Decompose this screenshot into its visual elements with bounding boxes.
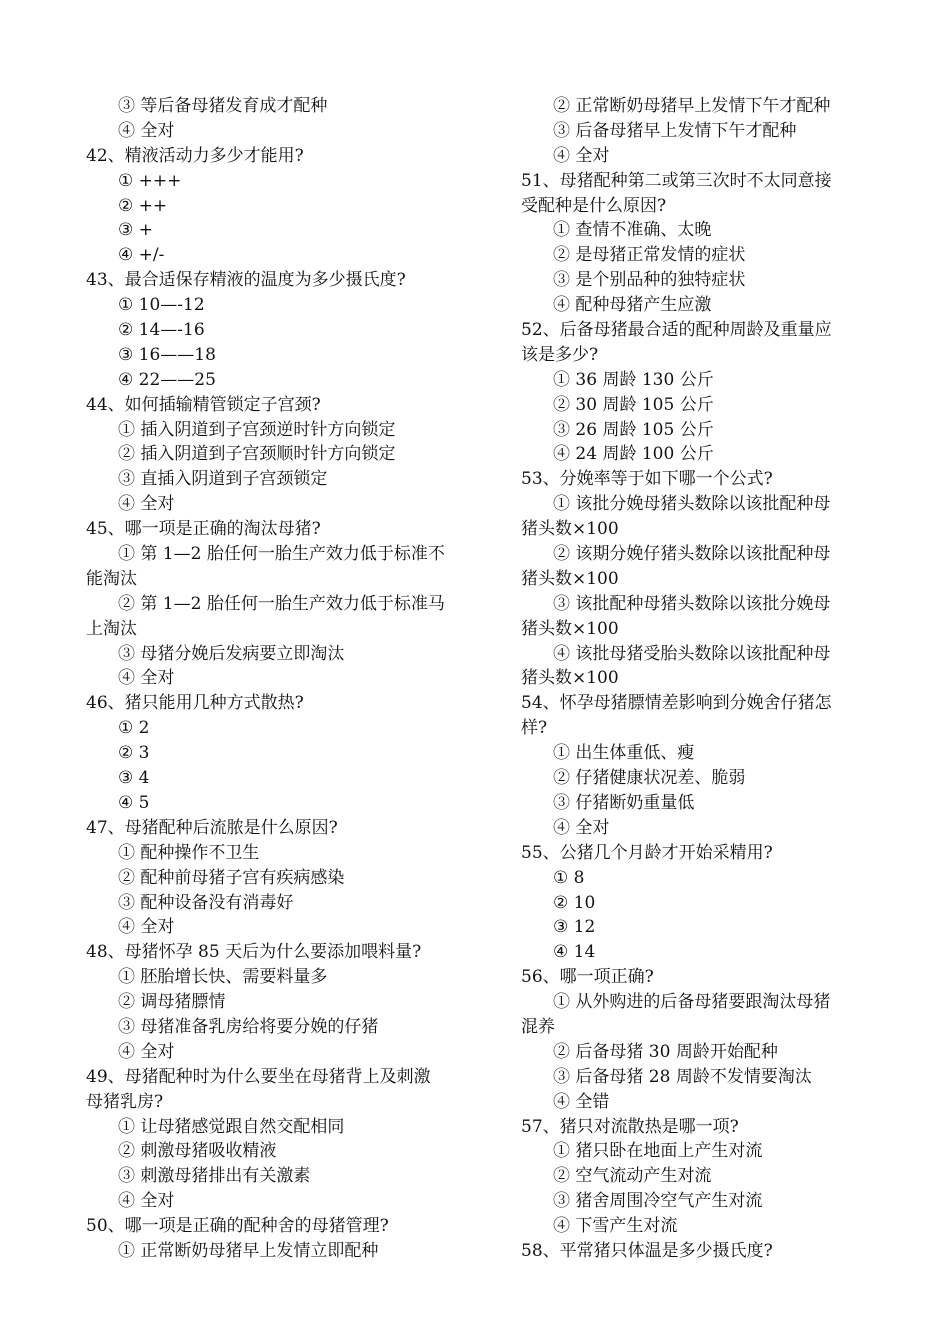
option-line: ③ 配种设备没有消毒好 xyxy=(118,892,294,913)
option-line: ③ 刺激母猪排出有关激素 xyxy=(118,1166,311,1187)
option-line: ② 14—-16 xyxy=(118,320,205,341)
option-line: ③ 该批配种母猪头数除以该批分娩母 xyxy=(553,593,831,614)
option-line: ② 30 周龄 105 公斤 xyxy=(553,394,714,415)
option-line: ③ 母猪准备乳房给将要分娩的仔猪 xyxy=(118,1016,379,1037)
option-line: ② 配种前母猪子宫有疾病感染 xyxy=(118,867,345,888)
option-line: ④ 24 周龄 100 公斤 xyxy=(553,444,714,465)
option-line: ④ 5 xyxy=(118,792,150,813)
option-line: ③ 等后备母猪发育成才配种 xyxy=(118,96,328,116)
option-line: ④ 全对 xyxy=(118,494,175,515)
option-line: ④ 全对 xyxy=(118,120,175,141)
option-line: ③ 26 周龄 105 公斤 xyxy=(553,419,714,440)
option-line: ④ 全对 xyxy=(553,145,610,166)
right-column xyxy=(521,94,881,1264)
option-line: ① 配种操作不卫生 xyxy=(118,842,260,863)
question-line: 50、哪一项是正确的配种舍的母猪管理? xyxy=(86,1216,389,1237)
option-line: ① 2 xyxy=(118,718,150,739)
question-line: 48、母猪怀孕 85 天后为什么要添加喂料量? xyxy=(86,942,422,963)
option-line: ① 36 周龄 130 公斤 xyxy=(553,369,714,390)
option-line: ② 后备母猪 30 周龄开始配种 xyxy=(553,1041,778,1062)
question-line: 46、猪只能用几种方式散热? xyxy=(86,693,304,714)
option-line: ③ 4 xyxy=(118,768,150,789)
option-line: ① 正常断奶母猪早上发情立即配种 xyxy=(118,1240,379,1261)
question-line: 49、母猪配种时为什么要坐在母猪背上及刺激 xyxy=(86,1066,431,1087)
question-line: 42、精液活动力多少才能用? xyxy=(86,145,304,166)
option-line: ③ 后备母猪早上发情下午才配种 xyxy=(553,120,797,141)
option-line: ② 10 xyxy=(553,892,596,913)
option-line: ① 让母猪感觉跟自然交配相同 xyxy=(118,1116,345,1137)
option-line: ③ + xyxy=(118,220,153,241)
option-line: ④ 全对 xyxy=(118,1041,175,1062)
option-line: ① 第 1—2 胎任何一胎生产效力低于标准不 xyxy=(118,544,445,565)
wrapped-line: 样? xyxy=(521,718,548,739)
question-line: 47、母猪配种后流脓是什么原因? xyxy=(86,817,338,838)
wrapped-line: 受配种是什么原因? xyxy=(521,195,667,216)
option-line: ② 3 xyxy=(118,743,150,764)
option-line: ② 刺激母猪吸收精液 xyxy=(118,1141,277,1162)
option-line: ① 8 xyxy=(553,867,585,888)
question-line: 51、母猪配种第二或第三次时不太同意接 xyxy=(521,170,832,191)
option-line: ② 空气流动产生对流 xyxy=(553,1166,712,1187)
option-line: ③ 后备母猪 28 周龄不发情要淘汰 xyxy=(553,1066,812,1087)
option-line: ④ 全对 xyxy=(553,817,610,838)
option-line: ② 该期分娩仔猪头数除以该批配种母 xyxy=(553,544,831,565)
wrapped-line: 猪头数×100 xyxy=(521,618,619,639)
option-line: ① 从外购进的后备母猪要跟淘汰母猪 xyxy=(553,992,831,1013)
wrapped-line: 混养 xyxy=(521,1016,555,1037)
option-line: ② 第 1—2 胎任何一胎生产效力低于标准马 xyxy=(118,593,445,614)
question-line: 45、哪一项是正确的淘汰母猪? xyxy=(86,519,321,540)
option-line: ① 10—-12 xyxy=(118,295,205,316)
option-line: ② 调母猪膘情 xyxy=(118,992,226,1013)
option-line: ③ 母猪分娩后发病要立即淘汰 xyxy=(118,643,345,664)
option-line: ② ++ xyxy=(118,195,168,216)
option-line: ④ 全对 xyxy=(118,1191,175,1212)
option-line: ② 插入阴道到子宫颈顺时针方向锁定 xyxy=(118,444,396,465)
wrapped-line: 上淘汰 xyxy=(86,618,137,639)
option-line: ③ 猪舍周围冷空气产生对流 xyxy=(553,1191,763,1212)
option-line: ① 插入阴道到子宫颈逆时针方向锁定 xyxy=(118,419,396,440)
option-line: ① 查情不准确、太晚 xyxy=(553,220,712,241)
option-line: ② 是母猪正常发情的症状 xyxy=(553,245,746,266)
wrapped-line: 能淘汰 xyxy=(86,568,137,589)
option-line: ④ 下雪产生对流 xyxy=(553,1216,678,1237)
option-line: ② 仔猪健康状况差、脆弱 xyxy=(553,768,746,789)
option-line: ③ 16——18 xyxy=(118,344,216,365)
question-line: 56、哪一项正确? xyxy=(521,967,654,988)
option-line: ① 猪只卧在地面上产生对流 xyxy=(553,1141,763,1162)
option-line: ① 出生体重低、瘦 xyxy=(553,743,695,764)
option-line: ③ 仔猪断奶重量低 xyxy=(553,792,695,813)
option-line: ④ 全错 xyxy=(553,1091,610,1112)
option-line: ④ 配种母猪产生应激 xyxy=(553,295,712,316)
wrapped-line: 该是多少? xyxy=(521,344,599,365)
option-line: ④ 14 xyxy=(553,942,596,963)
wrapped-line: 猪头数×100 xyxy=(521,519,619,540)
question-line: 52、后备母猪最合适的配种周龄及重量应 xyxy=(521,320,832,341)
option-line: ① 胚胎增长快、需要料量多 xyxy=(118,967,328,988)
wrapped-line: 猪头数×100 xyxy=(521,568,619,589)
question-line: 53、分娩率等于如下哪一个公式? xyxy=(521,469,773,490)
option-line: ④ +/- xyxy=(118,245,165,266)
question-line: 57、猪只对流散热是哪一项? xyxy=(521,1116,739,1137)
option-line: ② 正常断奶母猪早上发情下午才配种 xyxy=(553,96,831,116)
question-line: 44、如何插输精管锁定子宫颈? xyxy=(86,394,321,415)
wrapped-line: 猪头数×100 xyxy=(521,668,619,689)
option-line: ④ 全对 xyxy=(118,668,175,689)
question-line: 54、怀孕母猪膘情差影响到分娩舍仔猪怎 xyxy=(521,693,832,714)
question-line: 58、平常猪只体温是多少摄氏度? xyxy=(521,1240,773,1261)
option-line: ④ 全对 xyxy=(118,917,175,938)
left-column xyxy=(86,94,490,1264)
question-line: 55、公猪几个月龄才开始采精用? xyxy=(521,842,773,863)
option-line: ① 该批分娩母猪头数除以该批配种母 xyxy=(553,494,831,515)
option-line: ③ 直插入阴道到子宫颈锁定 xyxy=(118,469,328,490)
option-line: ③ 是个别品种的独特症状 xyxy=(553,270,746,291)
question-line: 43、最合适保存精液的温度为多少摄氏度? xyxy=(86,270,406,291)
wrapped-line: 母猪乳房? xyxy=(86,1091,164,1112)
option-line: ④ 22——25 xyxy=(118,369,216,390)
option-line: ③ 12 xyxy=(553,917,596,938)
option-line: ④ 该批母猪受胎头数除以该批配种母 xyxy=(553,643,831,664)
option-line: ① +++ xyxy=(118,170,182,191)
